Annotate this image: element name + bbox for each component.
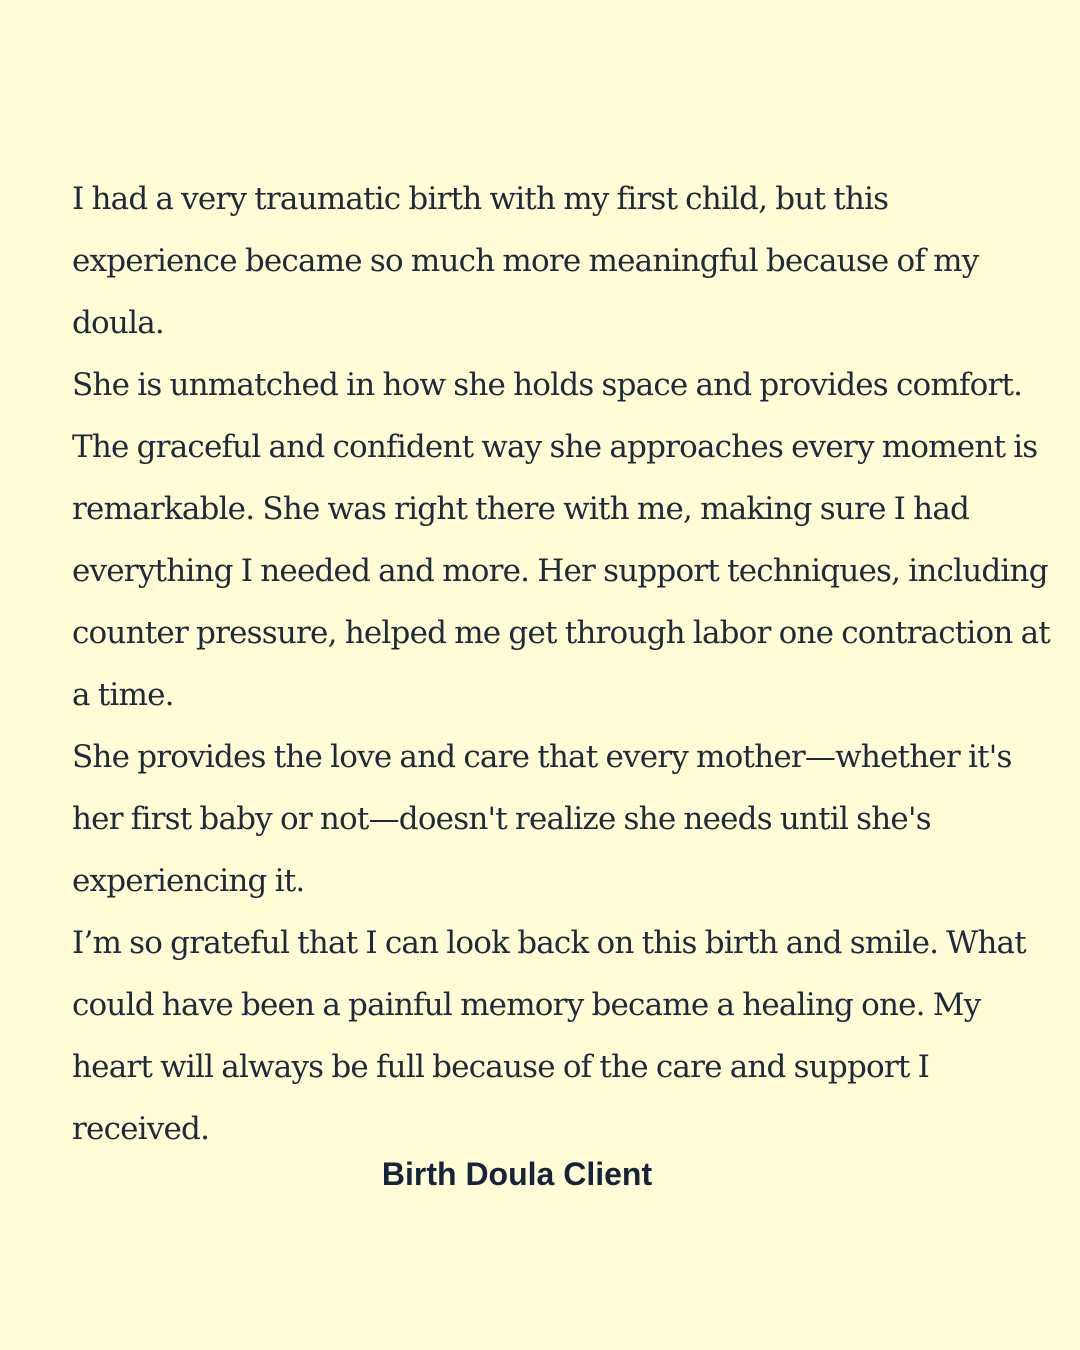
testimonial-paragraph-1: I had a very traumatic birth with my first child, but this experience became so much more meaningful because of my doula. <box>72 181 979 341</box>
testimonial-paragraph-4: I’m so grateful that I can look back on this birth and smile. What could have been a painful memory became a healing one. My heart will always be full because of the care and support I received. <box>72 925 1026 1147</box>
testimonial-paragraph-3: She provides the love and care that every mother—whether it's her first baby or not—doesn't realize she needs until she's experiencing it. <box>72 739 1012 899</box>
testimonial-attribution: Birth Doula Client <box>381 1156 653 1192</box>
testimonial-body <box>72 168 1052 1160</box>
testimonial-paragraph-2: She is unmatched in how she holds space and provides comfort. The graceful and confident way she approaches every moment is remarkable. She was right there with me, making sure I had everything I needed and more. Her support techniques, including counter pressure, helped me get through labor one contraction at a time. <box>72 367 1050 713</box>
